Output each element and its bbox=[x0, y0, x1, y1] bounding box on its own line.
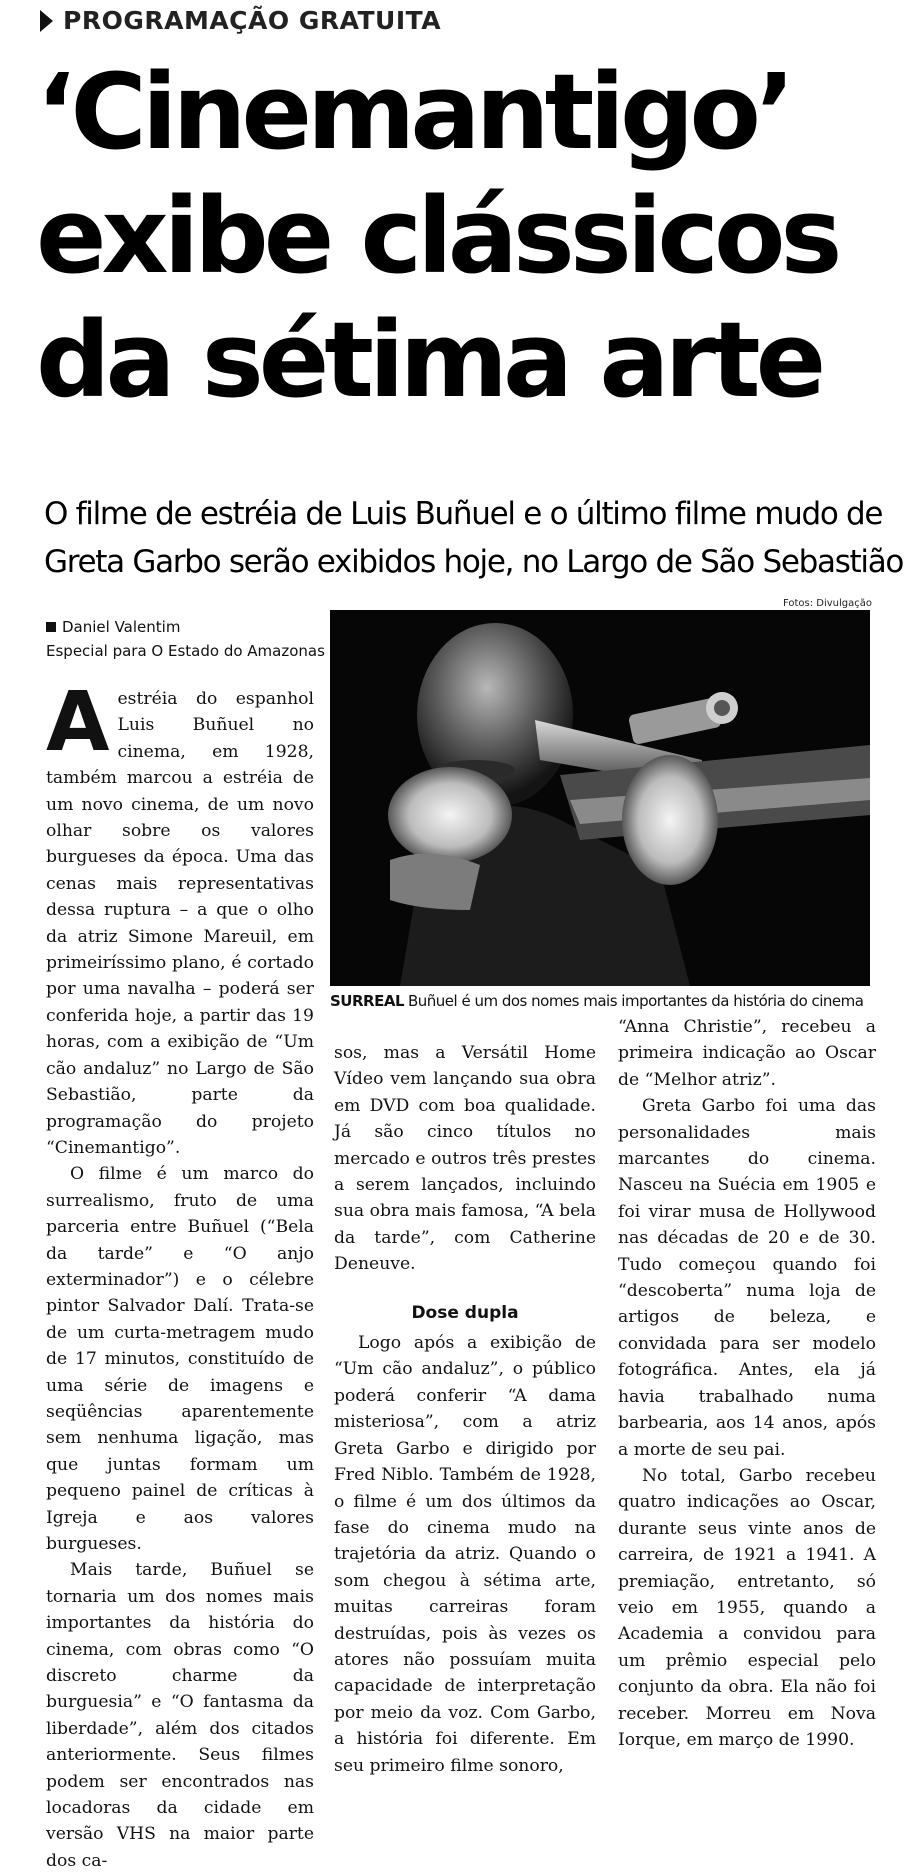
caption-text: Buñuel é um dos nomes mais importantes da história do cinema bbox=[408, 992, 864, 1010]
photo-credit: Fotos: Divulgação bbox=[782, 598, 872, 609]
article-photo bbox=[330, 610, 870, 986]
article-paragraph: sos, mas a Versátil Home Vídeo vem lançando sua obra em DVD com boa qualidade. Já são cinco títulos no mercado e outros três prestes a serem lançados, incluindo sua obra mais famosa, “A bela da tarde”, com Catherine Deneuve. bbox=[334, 1043, 596, 1275]
article-paragraph: Logo após a exibição de “Um cão andaluz”, o público poderá conferir “A dama misteriosa”, com a atriz Greta Garbo e dirigido por Fred Niblo. Também de 1928, o filme é um dos últimos da fase do cinema mudo na trajetória da atriz. Quando o som chegou à sétima arte, muitas carreiras foram destruídas, pois às vezes os atores não possuíam muita capacidade de interpretação por meio da voz. Com Garbo, a história foi diferente. Em seu primeiro filme sonoro, bbox=[334, 1333, 596, 1776]
article-paragraph: “Anna Christie”, recebeu a primeira indicação ao Oscar de “Melhor atriz”. bbox=[618, 1017, 876, 1090]
article-column-1 bbox=[46, 675, 314, 1874]
bullet-square-icon bbox=[46, 622, 56, 632]
byline-author: Daniel Valentim bbox=[62, 618, 181, 636]
byline bbox=[46, 615, 325, 663]
article-paragraph: Mais tarde, Buñuel se tornaria um dos nomes mais importantes da história do cinema, com obras como “O discreto charme da burguesia” e “O fantasma da liberdade”, além dos citados anteriormente. Seus filmes podem ser encontrados nas locadoras da cidade em versão VHS na maior parte dos ca- bbox=[46, 1560, 314, 1871]
headline-line-3: da sétima arte bbox=[36, 299, 822, 421]
article-paragraph: No total, Garbo recebeu quatro indicações ao Oscar, durante seus vinte anos de carreira, de 1921 a 1941. A premiação, entretanto, só veio em 1955, quando a Academia a convidou para um prêmio especial pelo conjunto da obra. Ela não foi receber. Morreu em Nova Iorque, em março de 1990. bbox=[618, 1465, 876, 1750]
photo-caption bbox=[330, 992, 890, 1010]
article-paragraph: O filme é um marco do surrealismo, fruto de uma parceria entre Buñuel (“Bela da tarde” e “O anjo exterminador”) e o célebre pintor Salvador Dalí. Trata-se de um curta-metragem mudo de 17 minutos, constituído de uma série de imagens e seqüências aparentemente sem nenhuma ligação, mas que juntas formam um pequeno painel de críticas à Igreja e aos valores burgueses. bbox=[46, 1164, 314, 1554]
article-paragraph: Greta Garbo foi uma das personalidades mais marcantes do cinema. Nasceu na Suécia em 1905 e foi virar musa de Hollywood nas décadas de 20 e de 30. Tudo começou quando foi “descoberta” numa loja de artigos de beleza, e convidada para ser modelo fotográfica. Antes, ela já havia trabalhado numa barbearia, aos 14 anos, após a morte de seu pai. bbox=[618, 1096, 876, 1460]
photo-illustration bbox=[330, 610, 870, 986]
headline bbox=[36, 50, 896, 422]
paragraph-text: estréia do espanhol Luis Buñuel no cinema, em 1928, também marcou a estréia de um novo cinema, de um novo olhar sobre os valores burgueses da época. Uma das cenas mais representativas dessa ruptura – a que o olho da atriz Simone Mareuil, em primeiríssimo plano, é cortado por uma navalha – poderá ser conferida hoje, a partir das 19 horas, com a exibição de “Um cão andaluz” no Largo de São Sebastião, parte da programação do projeto “Cinemantigo”. bbox=[46, 689, 314, 1158]
section-kicker bbox=[40, 6, 441, 35]
headline-line-2: exibe clássicos bbox=[36, 175, 838, 297]
subheadline-line-2: Greta Garbo serão exibidos hoje, no Largo de São Sebastião bbox=[44, 544, 904, 580]
byline-affiliation: Especial para O Estado do Amazonas bbox=[46, 642, 325, 660]
article-paragraph bbox=[46, 675, 314, 1161]
article-column-2 bbox=[334, 1040, 596, 1779]
subheadline-line-1: O filme de estréia de Luis Buñuel e o último filme mudo de bbox=[44, 496, 883, 532]
subheadline bbox=[44, 490, 904, 586]
article-column-3 bbox=[618, 1014, 876, 1753]
kicker-label: PROGRAMAÇÃO GRATUITA bbox=[63, 6, 442, 35]
headline-line-1: ‘Cinemantigo’ bbox=[36, 51, 791, 173]
section-subhead: Dose dupla bbox=[411, 1302, 519, 1323]
caption-tag: SURREAL bbox=[330, 992, 404, 1010]
play-triangle-icon bbox=[40, 10, 53, 32]
drop-cap: A bbox=[46, 675, 110, 770]
